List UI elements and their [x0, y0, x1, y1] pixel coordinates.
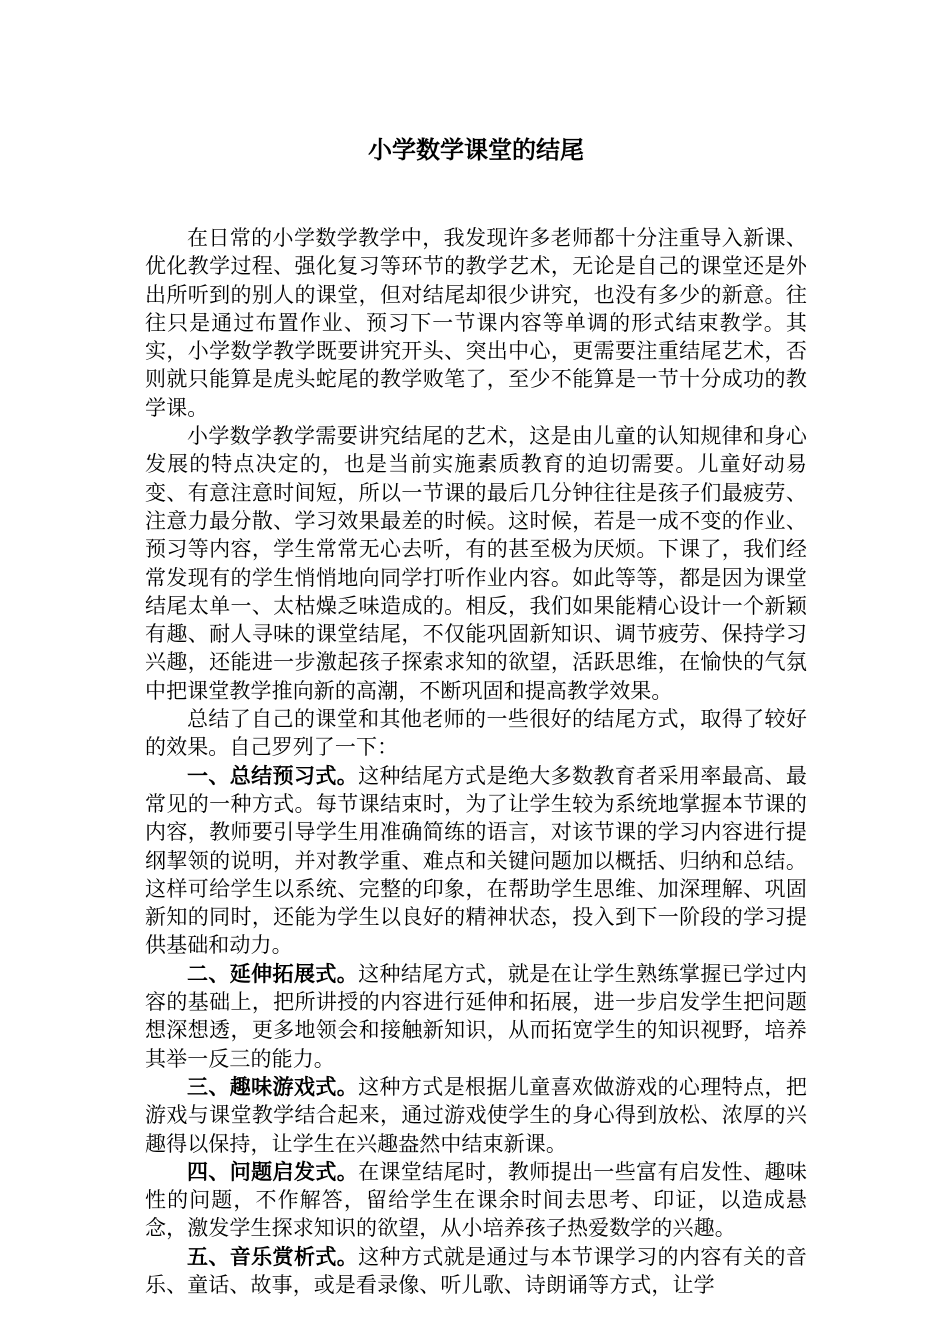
method-heading: 二、延伸拓展式。 [187, 960, 359, 986]
paragraph-text: 在课堂结尾时，教师提出一些富有启发性、趣味性的问题，不作解答，留给学生在课余时间去思考、印证，以造成悬念，激发学生探求知识的欲望，从小培养孩子热爱数学的兴趣。 [145, 1159, 807, 1241]
method-heading: 一、总结预习式。 [187, 762, 359, 788]
paragraph-text: 这种结尾方式，就是在让学生熟练掌握已学过内容的基础上，把所讲授的内容进行延伸和拓展，进一步启发学生把问题想深想透，更多地领会和接触新知识，从而拓宽学生的知识视野，培养其举一反三的能力。 [145, 961, 807, 1071]
method-heading: 五、音乐赏析式。 [187, 1243, 359, 1269]
paragraph-method-5 [145, 1243, 807, 1300]
method-heading: 四、问题启发式。 [187, 1158, 359, 1184]
paragraph-method-3 [145, 1073, 807, 1158]
paragraph-text: 这种方式就是通过与本节课学习的内容有关的音乐、童话、故事，或是看录像、听儿歌、诗朗诵等方式，让学 [145, 1244, 807, 1297]
paragraph-method-2 [145, 960, 807, 1073]
paragraph-text: 这种结尾方式是绝大多数教育者采用率最高、最常见的一种方式。每节课结束时，为了让学生较为系统地掌握本节课的内容，教师要引导学生用准确简练的语言，对该节课的学习内容进行提纲挈领的说明，并对教学重、难点和关键问题加以概括、归纳和总结。这样可给学生以系统、完整的印象，在帮助学生思维、加深理解、巩固新知的同时，还能为学生以良好的精神状态，投入到下一阶段的学习提供基础和动力。 [145, 763, 807, 958]
paragraph-text: 这种方式是根据儿童喜欢做游戏的心理特点，把游戏与课堂教学结合起来，通过游戏使学生的身心得到放松、浓厚的兴趣得以保持，让学生在兴趣盎然中结束新课。 [145, 1074, 807, 1156]
paragraph-text: 在日常的小学数学教学中，我发现许多老师都十分注重导入新课、优化教学过程、强化复习等环节的教学艺术，无论是自己的课堂还是外出所听到的别人的课堂，但对结尾却很少讲究，也没有多少的新意。往往只是通过布置作业、预习下一节课内容等单调的形式结束教学。其实，小学数学教学既要讲究开头、突出中心，更需要注重结尾艺术，否则就只能算是虎头蛇尾的教学败笔了，至少不能算是一节十分成功的教学课。 [145, 226, 807, 420]
document-title: 小学数学课堂的结尾 [368, 135, 584, 164]
paragraph-text: 总结了自己的课堂和其他老师的一些很好的结尾方式，取得了较好的效果。自己罗列了一下： [145, 707, 807, 760]
paragraph-intro [145, 224, 807, 422]
method-heading: 三、趣味游戏式。 [187, 1073, 359, 1099]
paragraph-method-1 [145, 762, 807, 960]
paragraph-text: 小学数学教学需要讲究结尾的艺术，这是由儿童的认知规律和身心发展的特点决定的，也是当前实施素质教育的迫切需要。儿童好动易变、有意注意时间短，所以一节课的最后几分钟往往是孩子们最疲劳、注意力最分散、学习效果最差的时候。这时候，若是一成不变的作业、预习等内容，学生常常无心去听，有的甚至极为厌烦。下课了，我们经常发现有的学生悄悄地向同学打听作业内容。如此等等，都是因为课堂结尾太单一、太枯燥乏味造成的。相反，我们如果能精心设计一个新颖有趣、耐人寻味的课堂结尾，不仅能巩固新知识、调节疲劳、保持学习兴趣，还能进一步激起孩子探索求知的欲望，活跃思维，在愉快的气氛中把课堂教学推向新的高潮，不断巩固和提高教学效果。 [145, 424, 807, 703]
document-page [145, 130, 807, 1299]
paragraph-summary [145, 705, 807, 762]
paragraph-reason [145, 422, 807, 705]
paragraph-method-4 [145, 1158, 807, 1243]
